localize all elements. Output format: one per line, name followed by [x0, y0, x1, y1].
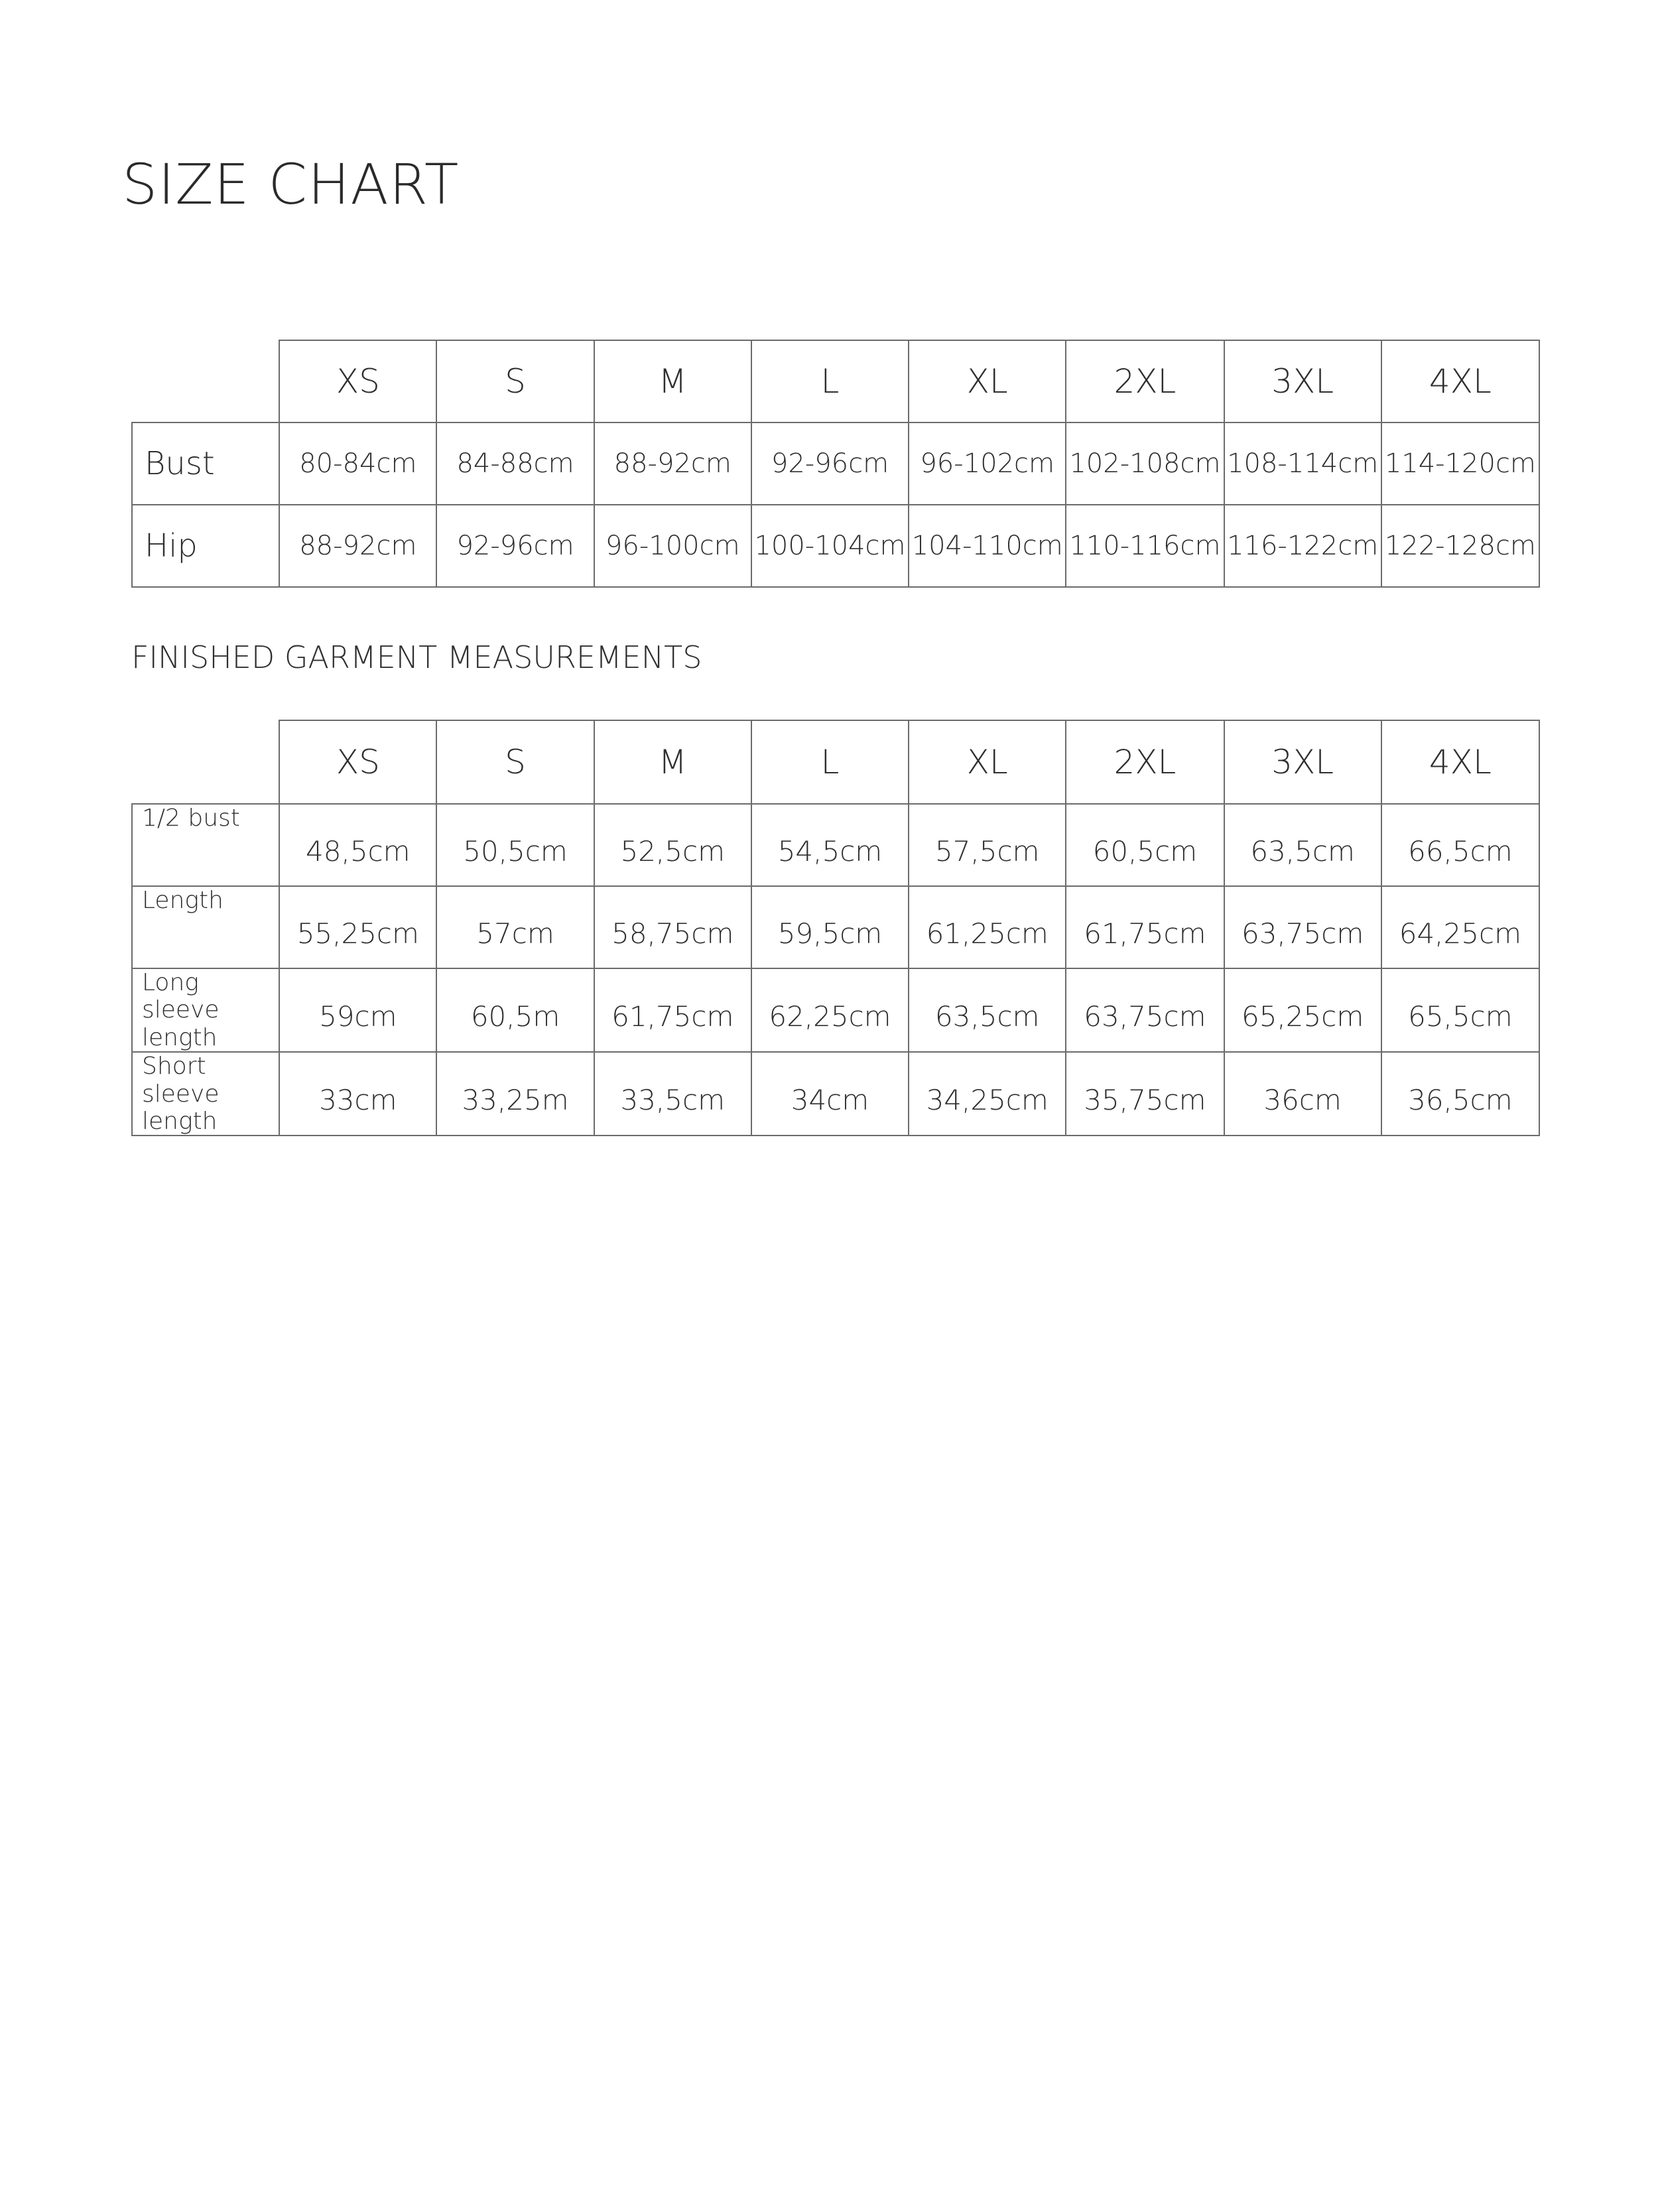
table-cell: 65,25cm — [1224, 968, 1381, 1052]
size-header-cell: XS — [279, 340, 436, 423]
table-cell: 59cm — [279, 968, 436, 1052]
row-label: Short sleeve length — [132, 1052, 279, 1136]
table-row-length — [132, 886, 1539, 968]
table-cell: 88-92cm — [279, 505, 436, 587]
size-header-cell: 2XL — [1066, 340, 1224, 423]
empty-corner-cell — [132, 340, 279, 423]
body-size-table — [131, 340, 1540, 588]
table-cell: 35,75cm — [1066, 1052, 1224, 1136]
table-cell: 34,25cm — [909, 1052, 1066, 1136]
table-cell: 61,75cm — [1066, 886, 1224, 968]
table-cell: 92-96cm — [436, 505, 594, 587]
size-header-cell: 2XL — [1066, 720, 1224, 804]
table-cell: 62,25cm — [751, 968, 909, 1052]
size-header-cell: 3XL — [1224, 340, 1381, 423]
table-cell: 122-128cm — [1381, 505, 1539, 587]
table-cell: 116-122cm — [1224, 505, 1381, 587]
size-header-cell: L — [751, 340, 909, 423]
size-header-cell: 4XL — [1381, 720, 1539, 804]
table-cell: 54,5cm — [751, 804, 909, 886]
size-header-cell: S — [436, 340, 594, 423]
table-cell: 110-116cm — [1066, 505, 1224, 587]
table-cell: 61,25cm — [909, 886, 1066, 968]
table-cell: 52,5cm — [594, 804, 751, 886]
table-cell: 33,5cm — [594, 1052, 751, 1136]
table-cell: 80-84cm — [279, 423, 436, 505]
table-cell: 59,5cm — [751, 886, 909, 968]
table-cell: 108-114cm — [1224, 423, 1381, 505]
table-cell: 114-120cm — [1381, 423, 1539, 505]
row-label: 1/2 bust — [132, 804, 279, 886]
table-row-short-sleeve — [132, 1052, 1539, 1136]
table-cell: 84-88cm — [436, 423, 594, 505]
table-cell: 61,75cm — [594, 968, 751, 1052]
table-cell: 63,75cm — [1066, 968, 1224, 1052]
table-cell: 65,5cm — [1381, 968, 1539, 1052]
size-header-cell: XL — [909, 340, 1066, 423]
size-header-cell: L — [751, 720, 909, 804]
garment-measurement-table — [131, 720, 1540, 1136]
table-row-long-sleeve — [132, 968, 1539, 1052]
empty-corner-cell — [132, 720, 279, 804]
table-cell: 63,75cm — [1224, 886, 1381, 968]
size-header-cell: M — [594, 340, 751, 423]
size-header-cell: XL — [909, 720, 1066, 804]
table-cell: 102-108cm — [1066, 423, 1224, 505]
row-label: Bust — [132, 423, 279, 505]
row-label: Long sleeve length — [132, 968, 279, 1052]
table-cell: 36,5cm — [1381, 1052, 1539, 1136]
size-header-cell: M — [594, 720, 751, 804]
table-cell: 63,5cm — [909, 968, 1066, 1052]
row-label: Length — [132, 886, 279, 968]
size-header-row — [132, 720, 1539, 804]
table-cell: 96-102cm — [909, 423, 1066, 505]
table-cell: 57,5cm — [909, 804, 1066, 886]
table-cell: 64,25cm — [1381, 886, 1539, 968]
table-cell: 63,5cm — [1224, 804, 1381, 886]
table-cell: 66,5cm — [1381, 804, 1539, 886]
table-cell: 34cm — [751, 1052, 909, 1136]
size-header-cell: XS — [279, 720, 436, 804]
table-cell: 96-100cm — [594, 505, 751, 587]
size-header-cell: 3XL — [1224, 720, 1381, 804]
table-cell: 33cm — [279, 1052, 436, 1136]
table-cell: 48,5cm — [279, 804, 436, 886]
table-cell: 50,5cm — [436, 804, 594, 886]
garment-section-title: FINISHED GARMENT MEASUREMENTS — [131, 639, 702, 675]
table-row-half-bust — [132, 804, 1539, 886]
row-label: Hip — [132, 505, 279, 587]
table-cell: 92-96cm — [751, 423, 909, 505]
size-header-row — [132, 340, 1539, 423]
table-cell: 60,5m — [436, 968, 594, 1052]
page-title: SIZE CHART — [122, 152, 460, 217]
table-cell: 58,75cm — [594, 886, 751, 968]
table-cell: 60,5cm — [1066, 804, 1224, 886]
size-header-cell: 4XL — [1381, 340, 1539, 423]
table-row-bust — [132, 423, 1539, 505]
table-row-hip — [132, 505, 1539, 587]
size-header-cell: S — [436, 720, 594, 804]
table-cell: 36cm — [1224, 1052, 1381, 1136]
table-cell: 88-92cm — [594, 423, 751, 505]
table-cell: 33,25m — [436, 1052, 594, 1136]
table-cell: 104-110cm — [909, 505, 1066, 587]
table-cell: 57cm — [436, 886, 594, 968]
table-cell: 55,25cm — [279, 886, 436, 968]
table-cell: 100-104cm — [751, 505, 909, 587]
